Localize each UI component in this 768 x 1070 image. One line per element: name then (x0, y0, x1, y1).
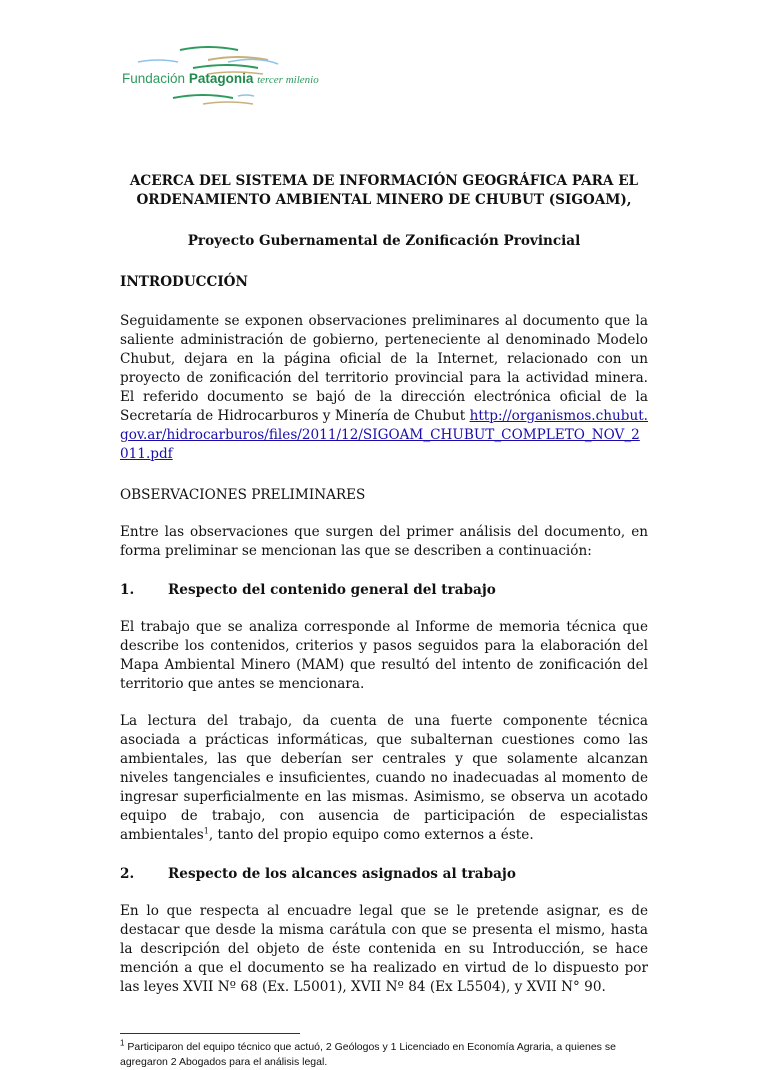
footnote-ref[interactable]: 1 (203, 826, 209, 836)
footnote (120, 1040, 648, 1070)
document-body (120, 172, 648, 1070)
section-title: Respecto del contenido general del trabajo (168, 582, 496, 598)
footnote-text: Participaron del equipo técnico que actuó, 2 Geólogos y 1 Licenciado en Economía Agraria, a quienes se agregaron 2 Abogados para el análisis legal. (120, 1041, 616, 1068)
footnote-number: 1 (120, 1038, 125, 1048)
paragraph-text: La lectura del trabajo, da cuenta de una fuerte componente técnica asociada a prácticas informáticas, que subalternan cuestiones como las ambientales, las que deberían ser centrales y que solamente alcanzan niveles tangenciales e insuficientes, cuando no inadecuadas al momento de ingresar superficialmente en las mismas. Asimismo, se observa un acotado equipo de trabajo, con ausencia de participación de especialistas ambientales (120, 713, 648, 843)
intro-heading: INTRODUCCIÓN (120, 274, 248, 290)
section-title: Respecto de los alcances asignados al trabajo (168, 866, 516, 882)
sigoam-pdf-link[interactable]: http://organismos.chubut.gov.ar/hidrocarburos/files/2011/12/SIGOAM_CHUBUT_COMPLETO_NOV_2011.pdf (120, 408, 648, 462)
section-2-heading (120, 865, 648, 884)
observations-paragraph: Entre las observaciones que surgen del primer análisis del documento, en forma preliminar se mencionan las que se describen a continuación: (120, 524, 648, 559)
document-title (120, 172, 648, 210)
section-number: 2. (120, 866, 135, 882)
paragraph-text: , tanto del propio equipo como externos a éste. (208, 827, 534, 843)
section-1-paragraph-2 (120, 712, 648, 845)
observations-heading: OBSERVACIONES PRELIMINARES (120, 487, 366, 503)
logo-wordmark: Fundación Patagonia tercer milenio (122, 71, 319, 86)
title-line-1: ACERCA DEL SISTEMA DE INFORMACIÓN GEOGRÁFICA PARA EL (129, 173, 639, 189)
footnote-separator (120, 1033, 300, 1034)
section-1-paragraph-1: El trabajo que se analiza corresponde al Informe de memoria técnica que describe los contenidos, criterios y pasos seguidos para la elaboración del Mapa Ambiental Minero (MAM) que resultó del intento de zonificación del territorio que antes se mencionara. (120, 619, 648, 692)
section-2-paragraph-1: En lo que respecta al encuadre legal que se le pretende asignar, es de destacar que desde la misma carátula con que se presenta el mismo, hasta la descripción del objeto de éste contenida en su Introducción, se hace mención a que el documento se ha realizado en virtud de lo dispuesto por las leyes XVII Nº 68 (Ex. L5001), XVII Nº 84 (Ex L5504), y XVII N° 90. (120, 903, 648, 995)
intro-text: Seguidamente se exponen observaciones preliminares al documento que la saliente administración de gobierno, perteneciente al denominado Modelo Chubut, dejara en la página oficial de la Internet, relacionado con un proyecto de zonificación del territorio provincial para la actividad minera. El referido documento se bajó de la dirección electrónica oficial de la Secretaría de Hidrocarburos y Minería de Chubut (120, 313, 648, 424)
title-line-2: ORDENAMIENTO AMBIENTAL MINERO DE CHUBUT (SIGOAM), (136, 192, 632, 208)
fundacion-patagonia-logo (118, 36, 368, 106)
intro-paragraph (120, 312, 648, 464)
section-1-heading (120, 581, 648, 600)
document-subtitle: Proyecto Gubernamental de Zonificación Provincial (187, 233, 581, 249)
section-number: 1. (120, 582, 135, 598)
